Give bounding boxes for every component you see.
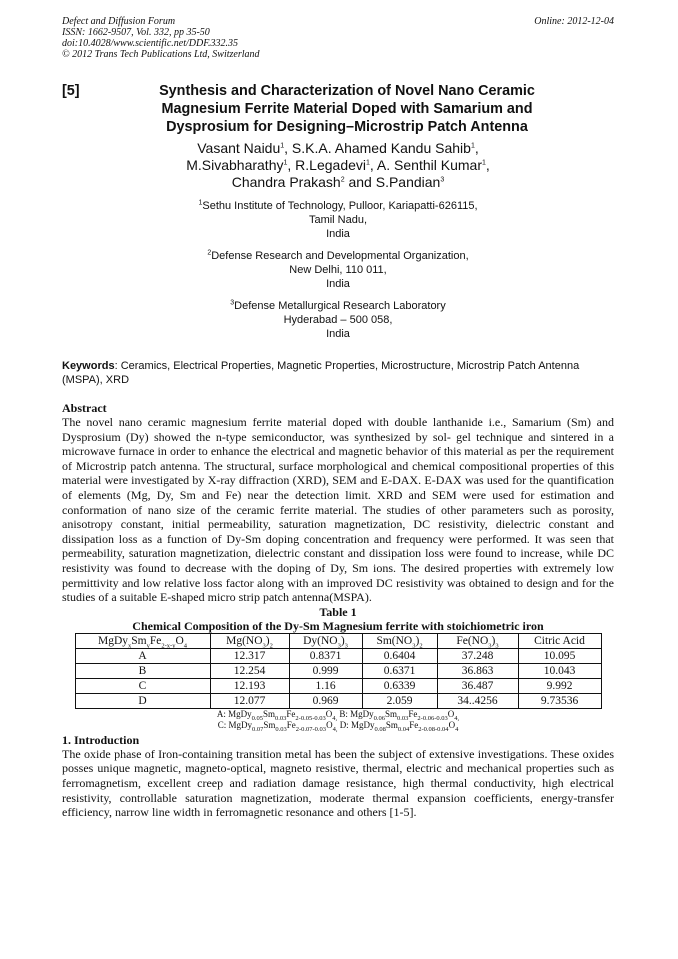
keywords-label: Keywords [62, 360, 115, 372]
author-line-3 [62, 174, 614, 191]
table-cell: B [75, 663, 210, 678]
affiliation-mark: 2 [340, 176, 345, 184]
affiliation-line: New Delhi, 110 011, [289, 264, 387, 276]
affiliation-line: Defense Research and Developmental Organization, [211, 250, 469, 262]
keywords-text: : Ceramics, Electrical Properties, Magnetic Properties, Microstructure, Microstrip Patch Antenna (MSPA), XRD [62, 360, 580, 386]
affiliation-mark: 1 [283, 159, 288, 167]
column-header: $MgDy_xSm_yFe_{2-x-y}O_4$ [75, 633, 210, 648]
affiliation-2 [62, 249, 614, 291]
table-header-row [75, 633, 601, 648]
table-row [75, 648, 601, 663]
table-cell: 36.487 [437, 678, 518, 693]
composition-table [75, 633, 602, 709]
table-cell: 1.16 [289, 678, 362, 693]
table-cell: 10.043 [518, 663, 601, 678]
table-cell: 36.863 [437, 663, 518, 678]
online-date: Online: 2012-12-04 [534, 16, 614, 27]
affiliation-line: Hyderabad – 500 058, [283, 314, 393, 326]
table-cell: 34..4256 [437, 693, 518, 708]
affiliation-mark: 1 [366, 159, 370, 167]
table-cell: 10.095 [518, 648, 601, 663]
table-cell: 2.059 [362, 693, 437, 708]
column-header: $Dy(NO_3)_3$ [289, 633, 362, 648]
table-row [75, 663, 601, 678]
affiliation-3 [62, 299, 614, 341]
table-cell: 12.317 [210, 648, 289, 663]
table-cell: 9.73536 [518, 693, 601, 708]
keywords [62, 359, 614, 387]
author-list [62, 140, 614, 191]
affiliation-line: India [326, 278, 350, 290]
table-cell: 0.969 [289, 693, 362, 708]
table-cell: D [75, 693, 210, 708]
title-line-2: Magnesium Ferrite Material Doped with Samarium and [161, 101, 533, 117]
table-cell: 12.193 [210, 678, 289, 693]
author-name: and S.Pandian [344, 174, 441, 190]
introduction-heading: 1. Introduction [62, 732, 140, 747]
title-line-3: Dysprosium for Designing–Microstrip Patch Antenna [166, 119, 528, 135]
affiliation-mark: 2 [207, 249, 212, 257]
affiliation-mark: 1 [198, 199, 203, 207]
affiliation-1 [62, 199, 614, 241]
author-line-1 [62, 140, 614, 157]
issn-line: ISSN: 1662-9507, Vol. 332, pp 35-50 [62, 27, 210, 38]
author-name: Chandra Prakash [231, 174, 341, 190]
author-name: , R.Legadevi [287, 157, 367, 173]
affiliation-mark: 3 [440, 176, 445, 184]
table-cell: 12.077 [210, 693, 289, 708]
table-row [75, 678, 601, 693]
author-name: , S.K.A. Ahamed Kandu Sahib [284, 140, 471, 156]
table-label: Table 1 [319, 604, 357, 619]
affiliation-mark: 1 [481, 159, 486, 167]
table-note-2: C: $MgDy_{0.07}Sm_{0.03}Fe_{2-0.07-0.03}O_{4,}$ D: $MgDy_{0.08}Sm_{0.04}Fe_{2-0.08-0.04}O_4$ [217, 719, 459, 733]
table-cell: C [75, 678, 210, 693]
affiliation-line: Tamil Nadu, [308, 214, 368, 226]
table-cell: 0.6339 [362, 678, 437, 693]
author-line-2 [62, 157, 614, 174]
abstract-heading: Abstract [62, 401, 107, 415]
affiliation-mark: 3 [230, 299, 235, 307]
author-separator: , [485, 157, 490, 173]
copyright-line: © 2012 Trans Tech Publications Ltd, Switzerland [62, 49, 260, 60]
table-caption: Chemical Composition of the Dy-Sm Magnesium ferrite with stoichiometric iron [132, 618, 544, 633]
paper-title [62, 82, 614, 136]
table-cell: 9.992 [518, 678, 601, 693]
table-cell: 0.8371 [289, 648, 362, 663]
affiliation-line: Sethu Institute of Technology, Pulloor, Kariapatti-626115, [202, 200, 478, 212]
doi-line[interactable]: doi:10.4028/www.scientific.net/DDF.332.35 [62, 38, 239, 49]
affiliation-line: India [326, 228, 350, 240]
author-name: Vasant Naidu [197, 140, 281, 156]
column-header: $Fe(NO_3)_3$ [437, 633, 518, 648]
title-text [120, 82, 614, 136]
author-name: , A. Senthil Kumar [369, 157, 482, 173]
table-note-1: A: $MgDy_{0.05}Sm_{0.03}Fe_{2-0.05-0.03}O_{4,}$ B: $MgDy_{0.06}Sm_{0.03}Fe_{2-0.06-0.03}O_{4,}$ [216, 708, 460, 722]
author-name: M.Sivabharathy [186, 157, 284, 173]
table-cell: 0.6371 [362, 663, 437, 678]
column-header: $Sm(NO_3)_2$ [362, 633, 437, 648]
column-header: $Mg(NO_3)_2$ [210, 633, 289, 648]
introduction-text: The oxide phase of Iron-containing transition metal has been the subject of extensive investigations. These oxides posses unique magnetic, magneto-optical, magneto resistive, thermal, electric and mechanical properties such as ferromagnetism, excellent creep and radiation damage resistance, high thermal conductivity, high electrical resistivity, controllable saturation magnetization, moderate thermal expansion coefficients, energy-transfer efficiency, narrow line width in ferromagnetic resonance and others [1-5]. [62, 746, 614, 820]
paper-page [62, 16, 614, 820]
affiliation-line: Defense Metallurgical Research Laboratory [234, 300, 446, 312]
table-cell: 12.254 [210, 663, 289, 678]
affiliation-mark: 1 [280, 142, 285, 150]
journal-header [62, 16, 614, 60]
affiliation-line: India [326, 328, 350, 340]
abstract-text: The novel nano ceramic magnesium ferrite material doped with double lanthanide i.e., Samarium (Sm) and Dysprosium (Dy) showed the n-type semiconductor, was synthesized by sol- gel technique and sintered in a microwave furnace in order to enhance the electrical and magnetic behavior of this material as per the requirement of Microstrip patch antenna. The structural, surface morphological and chemical compositional properties of this material were investigated by X-ray diffraction (XRD), SEM and E-DAX. E-DAX was used for the quantification of elements (Mg, Dy, Sm and Fe) near the detection limit. XRD and SEM were used for estimation and conformation of nano size of the ceramic ferrite material. The studies of other parameters such as porosity, anisotropy constant, initial permeability, saturation magnetization, DC resistivity, dielectric constant and dissipation loss as a function of Dy-Sm doping concentration and frequency were performed. It was seen that permeability, saturation magnetization, dielectric constant and dissipation loss were found to increase, while DC resistivity was found to decrease with the doping of Dy, Sm ions. The desired properties with extremely low permittivity and low relative loss factor along with an improved DC resistivity was obtained to design and for the studies of a suitable E-shaped micro strip patch antenna(MSPA). [62, 415, 614, 605]
journal-name: Defect and Diffusion Forum [62, 16, 176, 27]
column-header: Citric Acid [518, 633, 601, 648]
author-separator: , [474, 140, 479, 156]
title-line-1: Synthesis and Characterization of Novel Nano Ceramic [159, 83, 535, 99]
table-cell: A [75, 648, 210, 663]
reference-number: [5] [62, 83, 80, 99]
table-cell: 37.248 [437, 648, 518, 663]
table-cell: 0.6404 [362, 648, 437, 663]
table-row [75, 693, 601, 708]
table-cell: 0.999 [289, 663, 362, 678]
affiliation-mark: 1 [470, 142, 475, 150]
